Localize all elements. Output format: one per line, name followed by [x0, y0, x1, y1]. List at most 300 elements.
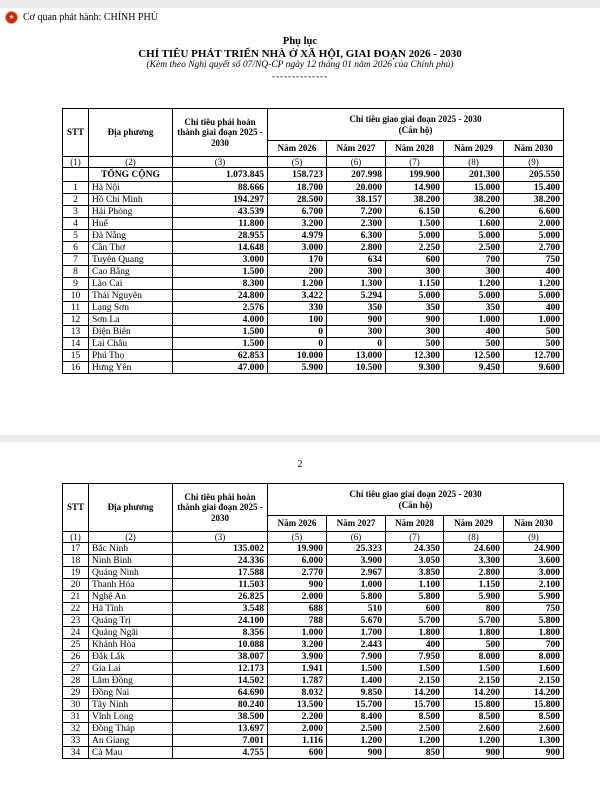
value-cell: 2.150 — [504, 675, 564, 687]
value-cell: 3.200 — [268, 218, 327, 230]
locality-name: (2) — [89, 532, 173, 543]
value-cell: 3.850 — [386, 567, 444, 579]
row-index: 16 — [63, 362, 89, 374]
row-index: 23 — [63, 615, 89, 627]
value-cell: 14.502 — [173, 675, 268, 687]
value-cell: 7.950 — [386, 651, 444, 663]
value-cell: 350 — [386, 302, 444, 314]
table2-body — [63, 543, 564, 759]
value-cell: 330 — [268, 302, 327, 314]
table-row — [63, 591, 564, 603]
locality-name: Tuyên Quang — [89, 254, 173, 266]
table-row — [63, 230, 564, 242]
value-cell: 2.800 — [327, 242, 386, 254]
value-cell: 0 — [327, 338, 386, 350]
value-cell: 10.000 — [268, 350, 327, 362]
locality-name: Gia Lai — [89, 663, 173, 675]
value-cell: 15.800 — [504, 699, 564, 711]
value-cell: 400 — [386, 639, 444, 651]
value-cell: 28.500 — [268, 194, 327, 206]
value-cell: 12.173 — [173, 663, 268, 675]
table-row — [63, 362, 564, 374]
column-header-target-total: Chỉ tiêu phải hoàn thành giai đoạn 2025 - 2030 — [173, 484, 268, 532]
locality-name: Đồng Nai — [89, 687, 173, 699]
value-cell: 2.770 — [268, 567, 327, 579]
table-row — [63, 651, 564, 663]
value-cell: 170 — [268, 254, 327, 266]
value-cell: 38.200 — [386, 194, 444, 206]
value-cell: 158.723 — [268, 168, 327, 182]
value-cell: 10.088 — [173, 639, 268, 651]
value-cell: 1.073.845 — [173, 168, 268, 182]
value-cell: 1.600 — [504, 663, 564, 675]
row-index: (1) — [63, 532, 89, 543]
value-cell: 9.450 — [444, 362, 504, 374]
assigned-unit-label: (Căn hộ) — [398, 124, 433, 135]
value-cell: 3.050 — [386, 555, 444, 567]
value-cell: 2.200 — [268, 711, 327, 723]
locality-name: Hải Phòng — [89, 206, 173, 218]
value-cell: 1.200 — [444, 278, 504, 290]
value-cell: 3.000 — [173, 254, 268, 266]
value-cell: 24.350 — [386, 543, 444, 555]
value-cell: (3) — [173, 157, 268, 168]
row-index: 31 — [63, 711, 89, 723]
value-cell: 5.000 — [444, 290, 504, 302]
value-cell: 788 — [268, 615, 327, 627]
row-index: 21 — [63, 591, 89, 603]
locality-name: Bắc Ninh — [89, 543, 173, 555]
row-index: 29 — [63, 687, 89, 699]
value-cell: 3.900 — [327, 555, 386, 567]
value-cell: 2.967 — [327, 567, 386, 579]
column-header-year-2026: Năm 2026 — [268, 516, 327, 532]
value-cell: 38.200 — [504, 194, 564, 206]
value-cell: 2.000 — [268, 591, 327, 603]
value-cell: 24.600 — [444, 543, 504, 555]
value-cell: (7) — [386, 157, 444, 168]
locality-name: Đắk Lắk — [89, 651, 173, 663]
row-index: 26 — [63, 651, 89, 663]
row-index: 24 — [63, 627, 89, 639]
value-cell: 207.998 — [327, 168, 386, 182]
value-cell: 12.500 — [444, 350, 504, 362]
locality-name: Thanh Hóa — [89, 579, 173, 591]
column-header-year-2029: Năm 2029 — [444, 516, 504, 532]
value-cell: 0 — [268, 338, 327, 350]
issuer-label: Cơ quan phát hành: CHÍNH PHỦ — [23, 12, 158, 23]
value-cell: 1.787 — [268, 675, 327, 687]
value-cell: 24.800 — [173, 290, 268, 302]
value-cell: 24.336 — [173, 555, 268, 567]
value-cell: 8.032 — [268, 687, 327, 699]
table-row — [63, 266, 564, 278]
value-cell: 8.300 — [173, 278, 268, 290]
table-row — [63, 242, 564, 254]
value-cell: 1.300 — [504, 735, 564, 747]
table1-body — [63, 168, 564, 374]
value-cell: 688 — [268, 603, 327, 615]
value-cell: 5.294 — [327, 290, 386, 302]
value-cell: 5.000 — [504, 230, 564, 242]
value-cell: 100 — [268, 314, 327, 326]
value-cell: 6.200 — [444, 206, 504, 218]
value-cell: 3.300 — [444, 555, 504, 567]
value-cell: (8) — [444, 157, 504, 168]
row-index: 1 — [63, 182, 89, 194]
table-row — [63, 278, 564, 290]
table-row — [63, 218, 564, 230]
value-cell: 750 — [504, 603, 564, 615]
assigned-header-line: Chỉ tiêu giao giai đoạn 2025 - 2030 — [349, 114, 482, 124]
appendix-label: Phụ lục — [282, 36, 318, 47]
title-divider: -------------- — [272, 71, 328, 81]
value-cell: 25.323 — [327, 543, 386, 555]
value-cell: 900 — [444, 747, 504, 759]
table-row — [63, 639, 564, 651]
value-cell: 2.600 — [504, 723, 564, 735]
value-cell: 17.588 — [173, 567, 268, 579]
locality-name: Huế — [89, 218, 173, 230]
value-cell: 0 — [268, 326, 327, 338]
value-cell: 400 — [504, 266, 564, 278]
value-cell: 7.200 — [327, 206, 386, 218]
value-cell: 15.000 — [444, 182, 504, 194]
locality-name: Phú Thọ — [89, 350, 173, 362]
value-cell: 1.200 — [444, 735, 504, 747]
value-cell: 5.800 — [504, 615, 564, 627]
value-cell: 12.700 — [504, 350, 564, 362]
value-cell: 10.500 — [327, 362, 386, 374]
value-cell: 1.000 — [504, 314, 564, 326]
value-cell: 6.300 — [327, 230, 386, 242]
locality-name: Hà Tĩnh — [89, 603, 173, 615]
table-row — [63, 182, 564, 194]
row-index: 28 — [63, 675, 89, 687]
value-cell: 5.670 — [327, 615, 386, 627]
value-cell: 199.900 — [386, 168, 444, 182]
value-cell: 2.250 — [386, 242, 444, 254]
value-cell: 2.700 — [504, 242, 564, 254]
value-cell: 750 — [504, 254, 564, 266]
value-cell: 9.600 — [504, 362, 564, 374]
value-cell: 38.200 — [444, 194, 504, 206]
value-cell: 1.700 — [327, 627, 386, 639]
value-cell: 7.900 — [327, 651, 386, 663]
row-index: 8 — [63, 266, 89, 278]
table-row — [63, 543, 564, 555]
value-cell: 1.000 — [327, 579, 386, 591]
value-cell: 3.600 — [504, 555, 564, 567]
table-row — [63, 567, 564, 579]
value-cell: 24.900 — [504, 543, 564, 555]
value-cell: 1.800 — [444, 627, 504, 639]
locality-name: (2) — [89, 157, 173, 168]
value-cell: 5.900 — [268, 362, 327, 374]
value-cell: 300 — [444, 266, 504, 278]
value-cell: 8.500 — [504, 711, 564, 723]
value-cell: 15.800 — [444, 699, 504, 711]
document-header — [0, 36, 600, 81]
table-row — [63, 723, 564, 735]
locality-name: Điện Biên — [89, 326, 173, 338]
row-index: 5 — [63, 230, 89, 242]
locality-name: Ninh Bình — [89, 555, 173, 567]
value-cell: 1.500 — [173, 326, 268, 338]
column-header-target-total: Chỉ tiêu phải hoàn thành giai đoạn 2025 - 2030 — [173, 109, 268, 157]
row-index: 19 — [63, 567, 89, 579]
value-cell: (6) — [327, 532, 386, 543]
value-cell: 350 — [444, 302, 504, 314]
value-cell: 600 — [268, 747, 327, 759]
value-cell: 2.600 — [444, 723, 504, 735]
value-cell: 1.600 — [444, 218, 504, 230]
value-cell: 400 — [444, 326, 504, 338]
value-cell: 5.700 — [386, 615, 444, 627]
locality-name: Cà Mau — [89, 747, 173, 759]
table-row — [63, 615, 564, 627]
value-cell: 24.100 — [173, 615, 268, 627]
row-index: 11 — [63, 302, 89, 314]
value-cell: 14.200 — [504, 687, 564, 699]
row-index: 18 — [63, 555, 89, 567]
value-cell: 38.500 — [173, 711, 268, 723]
value-cell: 900 — [504, 747, 564, 759]
value-cell: 300 — [327, 266, 386, 278]
table-row — [63, 206, 564, 218]
value-cell: 8.400 — [327, 711, 386, 723]
value-cell: 28.955 — [173, 230, 268, 242]
value-cell: 47.000 — [173, 362, 268, 374]
locality-name: Thái Nguyên — [89, 290, 173, 302]
table-row — [63, 254, 564, 266]
table-row — [63, 687, 564, 699]
column-header-year-2030: Năm 2030 — [504, 141, 564, 157]
locality-name: Quảng Ninh — [89, 567, 173, 579]
value-cell: 3.200 — [268, 639, 327, 651]
locality-name: Lai Châu — [89, 338, 173, 350]
locality-name: Lâm Đồng — [89, 675, 173, 687]
value-cell: 600 — [386, 254, 444, 266]
value-cell: 500 — [444, 338, 504, 350]
locality-name: Quảng Trị — [89, 615, 173, 627]
value-cell: 2.576 — [173, 302, 268, 314]
value-cell: (7) — [386, 532, 444, 543]
table-row — [63, 675, 564, 687]
document-title: CHỈ TIÊU PHÁT TRIỂN NHÀ Ở XÃ HỘI, GIAI ĐOẠN 2026 - 2030 — [138, 48, 462, 60]
value-cell: 900 — [327, 747, 386, 759]
value-cell: 3.000 — [504, 567, 564, 579]
locality-name: Quảng Ngãi — [89, 627, 173, 639]
value-cell: 43.539 — [173, 206, 268, 218]
row-index: 25 — [63, 639, 89, 651]
column-header-assigned-group — [268, 109, 564, 141]
page-number: 2 — [297, 459, 303, 470]
locality-name: Hưng Yên — [89, 362, 173, 374]
value-cell: 15.700 — [327, 699, 386, 711]
row-index: 22 — [63, 603, 89, 615]
value-cell: 700 — [444, 254, 504, 266]
housing-target-table-page1 — [62, 108, 564, 374]
value-cell: 2.100 — [504, 579, 564, 591]
value-cell: 20.000 — [327, 182, 386, 194]
row-index: 15 — [63, 350, 89, 362]
value-cell: 2.000 — [504, 218, 564, 230]
row-index: 33 — [63, 735, 89, 747]
value-cell: 600 — [386, 603, 444, 615]
value-cell: 5.000 — [386, 290, 444, 302]
row-index: 20 — [63, 579, 89, 591]
value-cell: 1.400 — [327, 675, 386, 687]
value-cell: 6.700 — [268, 206, 327, 218]
value-cell: 14.200 — [386, 687, 444, 699]
table-row — [63, 555, 564, 567]
locality-name: Khánh Hòa — [89, 639, 173, 651]
row-index: 4 — [63, 218, 89, 230]
value-cell: 1.000 — [444, 314, 504, 326]
value-cell: 5.800 — [327, 591, 386, 603]
row-index: 9 — [63, 278, 89, 290]
locality-name: An Giang — [89, 735, 173, 747]
value-cell: 500 — [504, 326, 564, 338]
table-row — [63, 699, 564, 711]
row-index: (1) — [63, 157, 89, 168]
value-cell: 62.853 — [173, 350, 268, 362]
value-cell: 500 — [386, 338, 444, 350]
column-header-locality: Địa phương — [89, 109, 173, 157]
value-cell: 300 — [386, 266, 444, 278]
value-cell: 900 — [386, 314, 444, 326]
table-row — [63, 338, 564, 350]
value-cell: 38.157 — [327, 194, 386, 206]
value-cell: 634 — [327, 254, 386, 266]
column-header-stt: STT — [63, 484, 89, 532]
table-row — [63, 302, 564, 314]
value-cell: 7.001 — [173, 735, 268, 747]
value-cell: 510 — [327, 603, 386, 615]
value-cell: 1.500 — [386, 218, 444, 230]
grand-total-row — [63, 168, 564, 182]
value-cell: 194.297 — [173, 194, 268, 206]
column-number-row — [63, 157, 564, 168]
value-cell: 135.002 — [173, 543, 268, 555]
value-cell: 14.200 — [444, 687, 504, 699]
value-cell: 700 — [504, 639, 564, 651]
value-cell: 200 — [268, 266, 327, 278]
value-cell: 3.548 — [173, 603, 268, 615]
value-cell: 300 — [386, 326, 444, 338]
table-row — [63, 627, 564, 639]
value-cell: 12.300 — [386, 350, 444, 362]
value-cell: 1.200 — [504, 278, 564, 290]
value-cell: 350 — [327, 302, 386, 314]
table-row — [63, 603, 564, 615]
value-cell: 8.000 — [504, 651, 564, 663]
vietnam-emblem-icon: ★ — [5, 11, 18, 24]
column-header-year-2027: Năm 2027 — [327, 141, 386, 157]
housing-target-table-page2 — [62, 483, 564, 759]
row-index: 12 — [63, 314, 89, 326]
value-cell: 1.500 — [173, 338, 268, 350]
value-cell: 1.500 — [444, 663, 504, 675]
value-cell: 13.697 — [173, 723, 268, 735]
value-cell: 38.007 — [173, 651, 268, 663]
value-cell: 4.755 — [173, 747, 268, 759]
value-cell: 3.900 — [268, 651, 327, 663]
column-header-year-2028: Năm 2028 — [386, 516, 444, 532]
value-cell: 14.648 — [173, 242, 268, 254]
value-cell: 1.800 — [504, 627, 564, 639]
value-cell: 3.422 — [268, 290, 327, 302]
value-cell: 64.690 — [173, 687, 268, 699]
value-cell: 14.900 — [386, 182, 444, 194]
locality-name: Tây Ninh — [89, 699, 173, 711]
value-cell: 1.000 — [268, 627, 327, 639]
locality-name: Lạng Sơn — [89, 302, 173, 314]
row-index: 7 — [63, 254, 89, 266]
row-index: 13 — [63, 326, 89, 338]
value-cell: 4.000 — [173, 314, 268, 326]
value-cell: 19.900 — [268, 543, 327, 555]
assigned-unit-label: (Căn hộ) — [398, 499, 433, 510]
value-cell: 80.240 — [173, 699, 268, 711]
value-cell: 5.000 — [386, 230, 444, 242]
column-header-year-2029: Năm 2029 — [444, 141, 504, 157]
value-cell: 2.500 — [386, 723, 444, 735]
value-cell: 8.000 — [444, 651, 504, 663]
value-cell: 2.500 — [444, 242, 504, 254]
value-cell: 11.800 — [173, 218, 268, 230]
table-row — [63, 579, 564, 591]
value-cell: 205.550 — [504, 168, 564, 182]
column-header-year-2030: Năm 2030 — [504, 516, 564, 532]
locality-name: Cao Bằng — [89, 266, 173, 278]
document-subtitle: (Kèm theo Nghị quyết số 07/NQ-CP ngày 12 tháng 01 năm 2026 của Chính phủ) — [146, 60, 454, 70]
value-cell: 201.300 — [444, 168, 504, 182]
column-header-stt: STT — [63, 109, 89, 157]
row-index: 3 — [63, 206, 89, 218]
value-cell: (5) — [268, 157, 327, 168]
value-cell: 2.500 — [327, 723, 386, 735]
row-index: 10 — [63, 290, 89, 302]
value-cell: 13.000 — [327, 350, 386, 362]
value-cell: 2.150 — [444, 675, 504, 687]
locality-name: Đồng Tháp — [89, 723, 173, 735]
value-cell: 1.116 — [268, 735, 327, 747]
table-row — [63, 747, 564, 759]
row-index: 17 — [63, 543, 89, 555]
locality-name: Nghệ An — [89, 591, 173, 603]
value-cell: (8) — [444, 532, 504, 543]
value-cell: 5.900 — [444, 591, 504, 603]
value-cell: 9.850 — [327, 687, 386, 699]
value-cell: 500 — [504, 338, 564, 350]
assigned-header-line: Chỉ tiêu giao giai đoạn 2025 - 2030 — [349, 489, 482, 499]
value-cell: (3) — [173, 532, 268, 543]
page-break-gray-band — [0, 435, 600, 442]
value-cell: 6.000 — [268, 555, 327, 567]
locality-name: Hà Nội — [89, 182, 173, 194]
value-cell: 15.400 — [504, 182, 564, 194]
value-cell: 1.150 — [386, 278, 444, 290]
issuer-line — [5, 11, 158, 24]
page-top-gray-band — [0, 0, 600, 8]
locality-name: Sơn La — [89, 314, 173, 326]
value-cell: 8.500 — [444, 711, 504, 723]
value-cell: (9) — [504, 532, 564, 543]
value-cell: 2.000 — [268, 723, 327, 735]
locality-name: Hồ Chí Minh — [89, 194, 173, 206]
